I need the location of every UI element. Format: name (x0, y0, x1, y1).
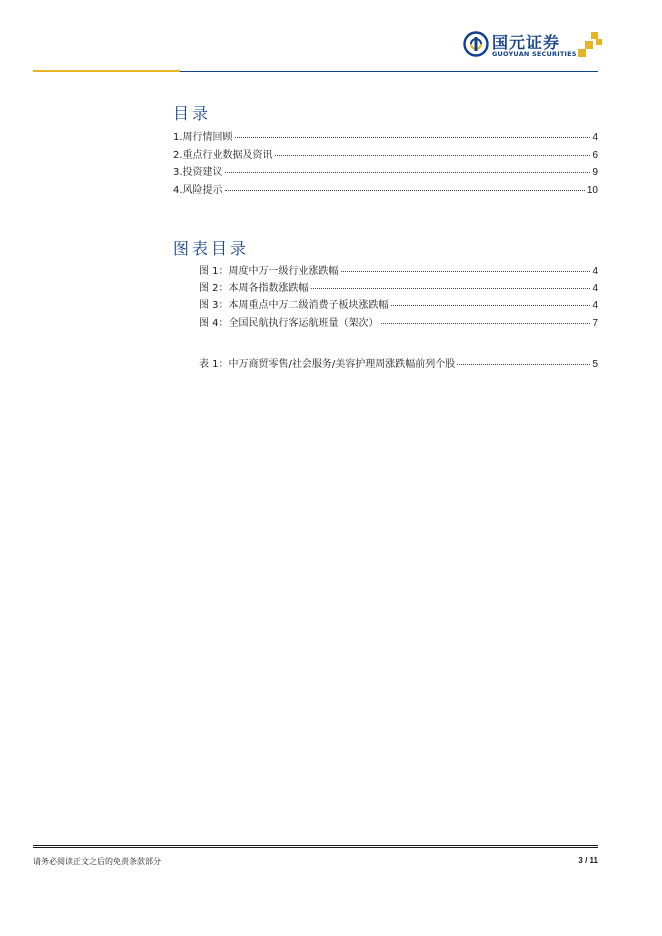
toc-item-page: 4 (592, 132, 598, 143)
toc-item[interactable] (173, 167, 598, 179)
toc-item-page: 10 (586, 185, 598, 196)
figure-list-item[interactable] (199, 266, 598, 278)
toc-item[interactable] (173, 185, 598, 197)
figure-list-item[interactable] (199, 283, 598, 295)
toc-item-label: 2.重点行业数据及资讯 (173, 150, 273, 161)
figure-item-page: 4 (592, 283, 598, 294)
footer-disclaimer: 请务必阅读正文之后的免责条款部分 (33, 857, 161, 866)
toc-item-page: 6 (592, 150, 598, 161)
figure-item-page: 4 (592, 266, 598, 277)
toc-item-label: 4.风险提示 (173, 185, 223, 196)
toc-leader-dots (391, 305, 591, 306)
toc-leader-dots (457, 364, 590, 365)
page-number: 3 / 11 (578, 856, 598, 865)
toc-item-label: 1.周行情回顾 (173, 132, 233, 143)
guoyuan-emblem-icon (463, 31, 489, 57)
toc-leader-dots (341, 271, 591, 272)
toc-leader-dots (275, 155, 591, 156)
table-item-page: 5 (592, 359, 598, 370)
toc-leader-dots (225, 172, 591, 173)
toc-leader-dots (311, 288, 591, 289)
toc-leader-dots (235, 137, 591, 138)
figure-item-page: 4 (592, 300, 598, 311)
figure-item-label: 图 2：本周各指数涨跌幅 (199, 283, 309, 294)
footer-divider (33, 845, 598, 846)
company-logo (463, 30, 603, 62)
toc-item[interactable] (173, 132, 598, 144)
toc-leader-dots (225, 190, 585, 191)
figure-list-item[interactable] (199, 318, 598, 330)
toc-item[interactable] (173, 150, 598, 162)
footer-divider-secondary (33, 847, 598, 848)
toc-leader-dots (381, 323, 591, 324)
header-divider-accent (33, 70, 180, 72)
brand-name-en: GUOYUAN SECURITIES (492, 50, 577, 58)
figure-item-label: 图 4：全国民航执行客运航班量（架次） (199, 318, 379, 329)
figures-title: 图表目录 (173, 239, 250, 258)
brand-name-cn: 国元证券 (492, 33, 561, 52)
figure-item-label: 图 1：周度中万一级行业涨跌幅 (199, 266, 339, 277)
table-item-label: 表 1：中万商贸零售/社会服务/美容护理周涨跌幅前列个股 (199, 359, 456, 370)
table-list-item[interactable] (199, 359, 598, 371)
toc-item-label: 3.投资建议 (173, 167, 223, 178)
toc-item-page: 9 (592, 167, 598, 178)
figure-list-item[interactable] (199, 300, 598, 312)
figure-item-label: 图 3：本周重点中万二级消费子板块涨跌幅 (199, 300, 389, 311)
brand-squares-icon (577, 32, 603, 58)
figure-item-page: 7 (592, 318, 598, 329)
toc-title: 目录 (173, 104, 212, 123)
